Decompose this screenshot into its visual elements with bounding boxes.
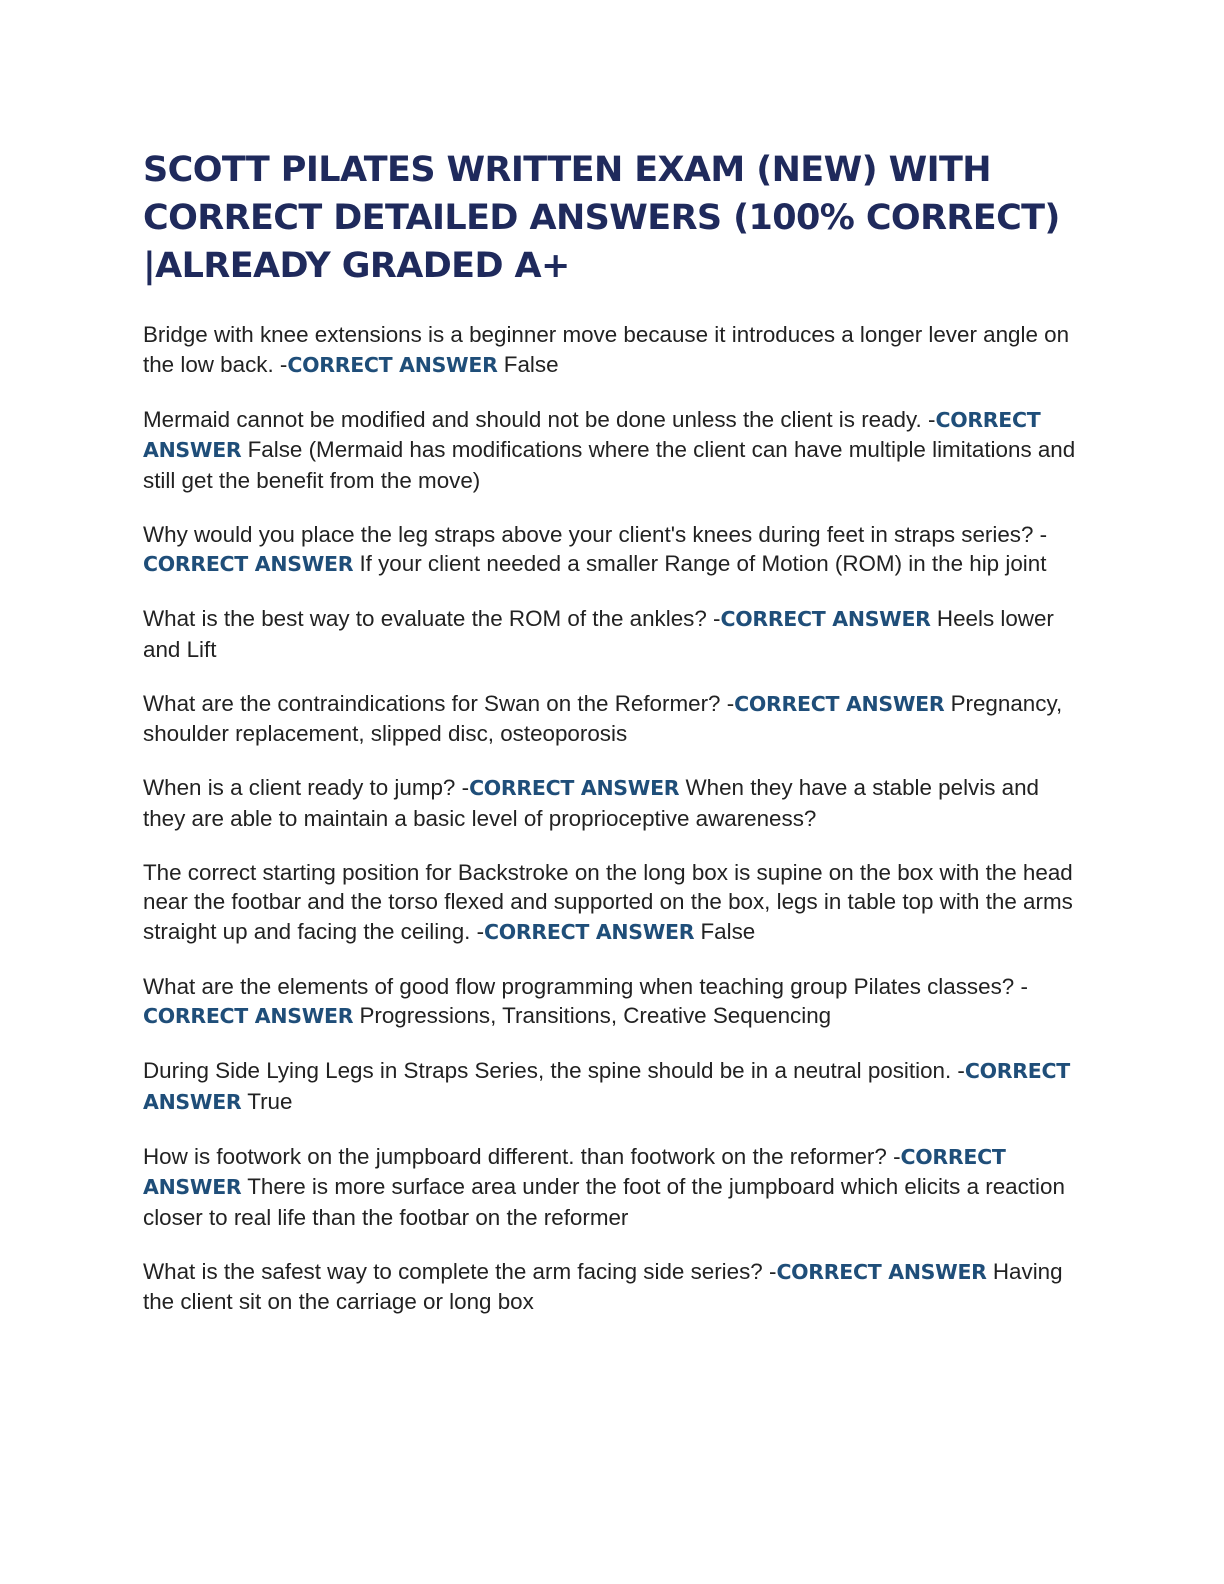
correct-answer-label: CORRECT ANSWER: [287, 352, 498, 377]
question-text: Why would you place the leg straps above your client's knees during feet in straps series? -: [143, 521, 1048, 547]
correct-answer-label: CORRECT ANSWER: [143, 407, 1041, 462]
correct-answer-label: CORRECT ANSWER: [776, 1259, 987, 1284]
answer-text: Pregnancy, shoulder replacement, slipped disc, osteoporosis: [143, 690, 1063, 746]
question-text: What are the elements of good flow programming when teaching group Pilates classes? -: [143, 973, 1028, 999]
qa-item: [143, 773, 1083, 833]
answer-text: When they have a stable pelvis and they are able to maintain a basic level of proprioceptive awareness?: [143, 775, 1039, 831]
question-text: Mermaid cannot be modified and should not be done unless the client is ready. -: [143, 406, 936, 432]
correct-answer-label: CORRECT ANSWER: [143, 1059, 1070, 1114]
qa-item: [143, 405, 1083, 496]
correct-answer-label: CORRECT ANSWER: [484, 919, 695, 944]
answer-text: Progressions, Transitions, Creative Sequencing: [359, 1003, 832, 1028]
question-text: The correct starting position for Backstroke on the long box is supine on the box with the head near the footbar and the torso flexed and supported on the box, legs in table top with the arms straight up and facing the ceiling. -: [143, 859, 1073, 944]
question-text: When is a client ready to jump? -: [143, 775, 470, 800]
correct-answer-label: CORRECT ANSWER: [143, 552, 354, 576]
question-text: How is footwork on the jumpboard different. than footwork on the reformer? -: [143, 1143, 901, 1169]
answer-text: False: [503, 351, 559, 377]
qa-item: [143, 972, 1083, 1032]
question-text: Bridge with knee extensions is a beginner move because it introduces a longer lever angle on the low back. -: [143, 322, 1070, 377]
qa-item: [143, 858, 1083, 948]
document-page: [143, 146, 1083, 1341]
qa-item: [143, 1257, 1083, 1317]
document-title: SCOTT PILATES WRITTEN EXAM (NEW) WITH CORRECT DETAILED ANSWERS (100% CORRECT) |ALREADY GRADED A+: [143, 150, 1060, 286]
qa-item: [143, 1056, 1083, 1117]
answer-text: If your client needed a smaller Range of Motion (ROM) in the hip joint: [359, 551, 1047, 576]
qa-item: [143, 320, 1083, 380]
answer-text: Having the client sit on the carriage or long box: [143, 1258, 1063, 1314]
answer-text: False: [700, 918, 756, 944]
qa-item: [143, 604, 1083, 664]
qa-item: [143, 1142, 1083, 1233]
answer-text: True: [247, 1088, 293, 1114]
answer-text: There is more surface area under the foot of the jumpboard which elicits a reaction closer to real life than the footbar on the reformer: [143, 1174, 1065, 1230]
correct-answer-label: CORRECT ANSWER: [469, 776, 680, 800]
question-text: During Side Lying Legs in Straps Series, the spine should be in a neutral position. -: [143, 1058, 965, 1083]
question-text: What is the safest way to complete the arm facing side series? -: [143, 1258, 777, 1284]
question-text: What are the contraindications for Swan on the Reformer? -: [143, 690, 735, 716]
answer-text: False (Mermaid has modifications where the client can have multiple limitations and still get the benefit from the move): [143, 437, 1076, 493]
qa-item: [143, 520, 1083, 580]
correct-answer-label: CORRECT ANSWER: [143, 1004, 354, 1028]
qa-item: [143, 689, 1083, 749]
correct-answer-label: CORRECT ANSWER: [143, 1144, 1006, 1199]
correct-answer-label: CORRECT ANSWER: [720, 607, 931, 631]
answer-text: Heels lower and Lift: [143, 606, 1054, 662]
correct-answer-label: CORRECT ANSWER: [734, 691, 945, 716]
question-text: What is the best way to evaluate the ROM of the ankles? -: [143, 606, 721, 631]
